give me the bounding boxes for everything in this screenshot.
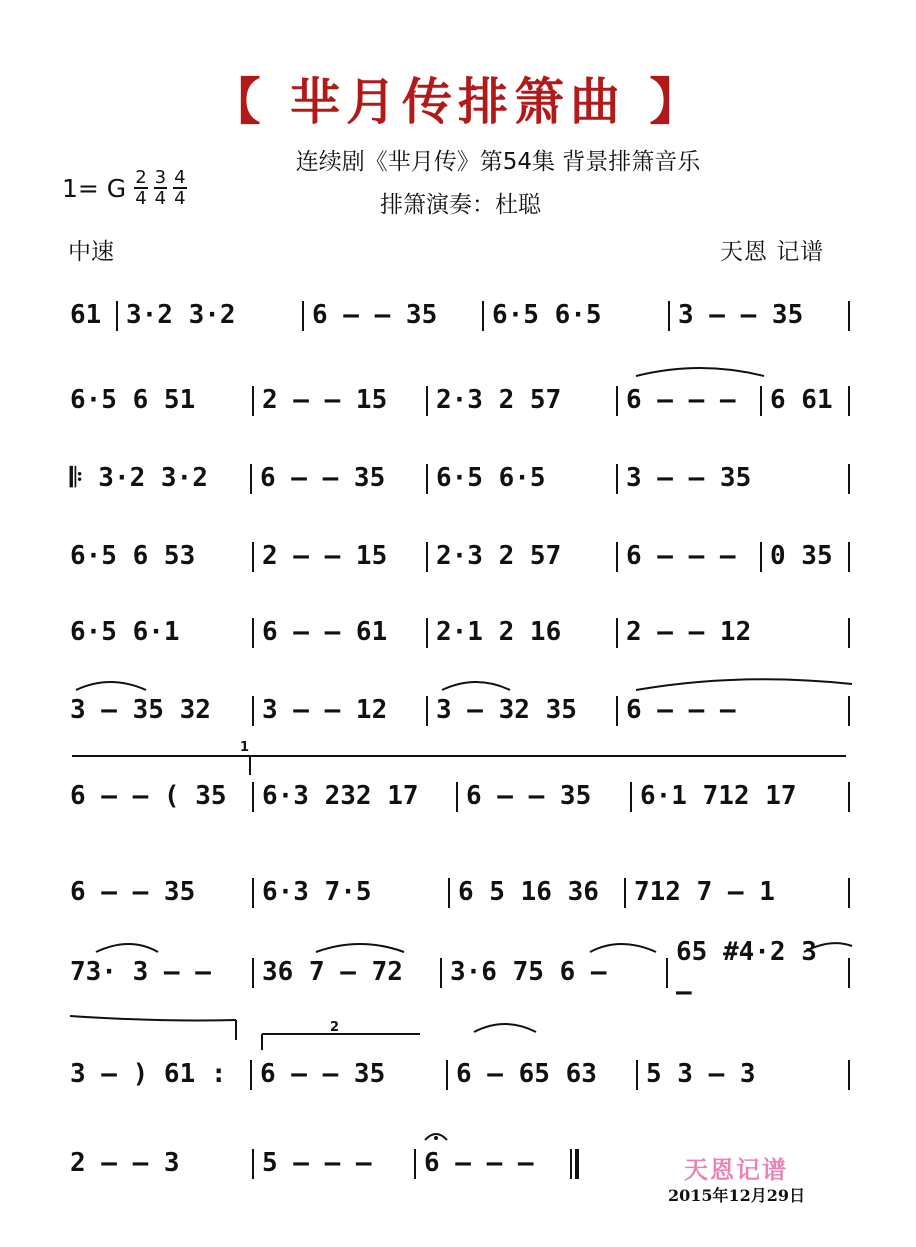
measure-notes: 6 – – 35 xyxy=(260,463,386,493)
measure xyxy=(64,612,252,652)
measure-notes: 73· 3 – – xyxy=(70,957,211,987)
measure-notes: 3 – 35 32 xyxy=(70,695,211,725)
measure-notes: 3 – ) 61 : xyxy=(70,1059,227,1089)
measure xyxy=(620,380,760,420)
barline xyxy=(570,1149,572,1179)
measure xyxy=(256,612,426,652)
measure-notes: 6·5 6 51 xyxy=(70,385,196,415)
barline xyxy=(848,618,850,648)
barline xyxy=(616,464,618,494)
measure xyxy=(628,872,848,912)
slur-line6-a xyxy=(76,682,146,690)
fermata-arc xyxy=(425,1134,447,1140)
measure-notes: 2 – – 15 xyxy=(262,541,388,571)
barline xyxy=(252,1149,254,1179)
fermata-dot xyxy=(434,1136,438,1140)
measure xyxy=(430,690,616,730)
barline xyxy=(848,301,850,331)
measure xyxy=(256,690,426,730)
score-line xyxy=(0,458,916,498)
barline xyxy=(848,696,850,726)
measure-notes: 6·5 6 53 xyxy=(70,541,196,571)
measure-notes: 6 61 xyxy=(770,385,833,415)
barline xyxy=(250,1060,252,1090)
measure-notes: 6 – – 35 xyxy=(466,781,592,811)
measure-notes: 3 – – 35 xyxy=(678,300,804,330)
measure xyxy=(64,776,252,816)
measure xyxy=(256,536,426,576)
measure-notes: 6 – – – xyxy=(626,695,736,725)
performer-credit: 排箫演奏：杜聪 xyxy=(380,192,541,218)
measure-notes: 0 35 xyxy=(770,541,833,571)
measure xyxy=(620,458,848,498)
measure-notes: 6 – – – xyxy=(626,385,736,415)
measure-notes: 3 – – 35 xyxy=(626,463,752,493)
measure-notes: 6·5 6·1 xyxy=(70,617,180,647)
barline xyxy=(252,386,254,416)
barline xyxy=(624,878,626,908)
measure xyxy=(64,458,250,498)
score-line xyxy=(0,690,916,730)
score-line xyxy=(0,937,916,1007)
measure xyxy=(620,612,848,652)
barline xyxy=(252,542,254,572)
barline xyxy=(448,878,450,908)
measure-notes: 2 – – 15 xyxy=(262,385,388,415)
measure xyxy=(64,380,252,420)
barline xyxy=(252,782,254,812)
slur-line6-b xyxy=(442,682,510,690)
measure xyxy=(64,295,116,335)
measure xyxy=(672,295,848,335)
measure-notes: 5 – – – xyxy=(262,1148,372,1178)
barline xyxy=(848,958,850,988)
measure xyxy=(670,937,848,1007)
measure-notes: 6·3 232 17 xyxy=(262,781,419,811)
measure-notes: 6 – – – xyxy=(626,541,736,571)
measure-notes: 36 7 – 72 xyxy=(262,957,403,987)
measure xyxy=(64,536,252,576)
tempo-marking: 中速 xyxy=(68,239,114,265)
measure xyxy=(254,1054,446,1094)
measure-notes: 6 5 16 36 xyxy=(458,877,599,907)
measure-notes: 6 – – – xyxy=(424,1148,534,1178)
measure xyxy=(764,380,848,420)
barline xyxy=(636,1060,638,1090)
measure-notes: 3 – – 12 xyxy=(262,695,388,725)
measure xyxy=(256,952,440,992)
measure xyxy=(64,872,252,912)
score-line xyxy=(0,380,916,420)
measure xyxy=(430,458,616,498)
measure-notes: 6·5 6·5 xyxy=(492,300,602,330)
barline xyxy=(426,696,428,726)
barline xyxy=(616,542,618,572)
measure xyxy=(764,536,848,576)
measure-notes: 6 – – 61 xyxy=(262,617,388,647)
time-signature-2-4: $\frac{2}{4}$ xyxy=(135,167,147,209)
score-line xyxy=(0,776,916,816)
measure-notes: 2 – – 3 xyxy=(70,1148,180,1178)
transcriber-credit: 天恩 记谱 xyxy=(720,239,825,265)
measure xyxy=(450,1054,636,1094)
barline xyxy=(252,618,254,648)
measure-notes: 6·1 712 17 xyxy=(640,781,797,811)
volta-2-label: 2 xyxy=(330,1020,340,1035)
barline xyxy=(666,958,668,988)
barline xyxy=(482,301,484,331)
slur-line2 xyxy=(636,368,764,376)
barline xyxy=(760,542,762,572)
barline xyxy=(252,958,254,988)
volta-1-label: 1 xyxy=(240,740,250,755)
barline xyxy=(760,386,762,416)
barline xyxy=(116,301,118,331)
time-signatures xyxy=(134,168,186,208)
measure-notes: 2·3 2 57 xyxy=(436,541,562,571)
key-signature xyxy=(62,168,187,208)
measure-notes: 61 xyxy=(70,300,102,330)
measure-notes: 6 – – 35 xyxy=(260,1059,386,1089)
measure-notes: 6 – 65 63 xyxy=(456,1059,597,1089)
measure-notes: 3·6 75 6 – xyxy=(450,957,607,987)
measure xyxy=(430,380,616,420)
barline xyxy=(616,618,618,648)
measure-notes: 712 7 – 1 xyxy=(634,877,775,907)
barline xyxy=(848,1060,850,1090)
score-line xyxy=(0,1054,916,1094)
transcriber-stamp: 天恩记谱 xyxy=(684,1155,788,1184)
slur-line10-a xyxy=(70,1016,236,1021)
barline xyxy=(426,386,428,416)
score-line xyxy=(0,872,916,912)
song-title: 【 芈月传排箫曲 】 xyxy=(210,72,706,131)
measure xyxy=(444,952,666,992)
measure xyxy=(64,1143,252,1183)
key-label: 1= G xyxy=(62,173,127,203)
barline xyxy=(848,464,850,494)
measure-notes: 5 3 – 3 xyxy=(646,1059,756,1089)
measure xyxy=(306,295,482,335)
slur-line9-c xyxy=(590,944,656,952)
measure xyxy=(452,872,624,912)
slur-line9-a xyxy=(96,944,158,952)
barline xyxy=(252,696,254,726)
slur-line6-c xyxy=(636,679,852,690)
measure xyxy=(640,1054,848,1094)
barline xyxy=(426,464,428,494)
measure-notes: 2·1 2 16 xyxy=(436,617,562,647)
measure xyxy=(620,536,760,576)
measure-notes: 6 – – ( 35 xyxy=(70,781,227,811)
measure-notes: 3 – 32 35 xyxy=(436,695,577,725)
measure-notes: 3·2 3·2 xyxy=(126,300,236,330)
barline xyxy=(426,542,428,572)
measure xyxy=(256,380,426,420)
measure xyxy=(634,776,848,816)
barline xyxy=(616,386,618,416)
measure xyxy=(460,776,630,816)
measure xyxy=(256,872,448,912)
barline xyxy=(440,958,442,988)
measure xyxy=(254,458,426,498)
measure xyxy=(620,690,848,730)
measure-notes: 6·3 7·5 xyxy=(262,877,372,907)
barline xyxy=(252,878,254,908)
slur-line9-b xyxy=(316,944,404,952)
measure xyxy=(64,690,252,730)
score-line xyxy=(0,295,916,335)
score-line xyxy=(0,612,916,652)
barline xyxy=(848,782,850,812)
barline xyxy=(668,301,670,331)
barline xyxy=(426,618,428,648)
barline xyxy=(848,878,850,908)
measure-notes: 65 #4·2 3 – xyxy=(676,937,817,1007)
measure xyxy=(430,536,616,576)
barline xyxy=(616,696,618,726)
measure-notes: 6 – – 35 xyxy=(70,877,196,907)
measure xyxy=(120,295,302,335)
measure-notes: 6 – – 35 xyxy=(312,300,438,330)
barline xyxy=(302,301,304,331)
time-signature-3-4: $\frac{3}{4}$ xyxy=(154,167,167,209)
measure xyxy=(486,295,668,335)
measure xyxy=(64,1054,250,1094)
barline xyxy=(630,782,632,812)
slur-line10-b xyxy=(474,1024,536,1032)
transcription-date: 2015年12月29日 xyxy=(668,1186,806,1205)
time-signature-4-4: $\frac{4}{4}$ xyxy=(174,167,186,209)
barline xyxy=(414,1149,416,1179)
score-line xyxy=(0,536,916,576)
barline xyxy=(250,464,252,494)
barline xyxy=(848,386,850,416)
measure xyxy=(430,612,616,652)
measure xyxy=(418,1143,570,1183)
barline xyxy=(446,1060,448,1090)
measure-notes: 𝄆 3·2 3·2 xyxy=(70,463,208,493)
measure-notes: 2·3 2 57 xyxy=(436,385,562,415)
measure xyxy=(64,952,252,992)
barline xyxy=(456,782,458,812)
measure-notes: 2 – – 12 xyxy=(626,617,752,647)
measure xyxy=(256,776,456,816)
measure xyxy=(256,1143,414,1183)
barline xyxy=(848,542,850,572)
song-subtitle: 连续剧《芈月传》第54集 背景排箫音乐 xyxy=(295,149,701,175)
measure-notes: 6·5 6·5 xyxy=(436,463,546,493)
final-barline xyxy=(575,1149,579,1179)
